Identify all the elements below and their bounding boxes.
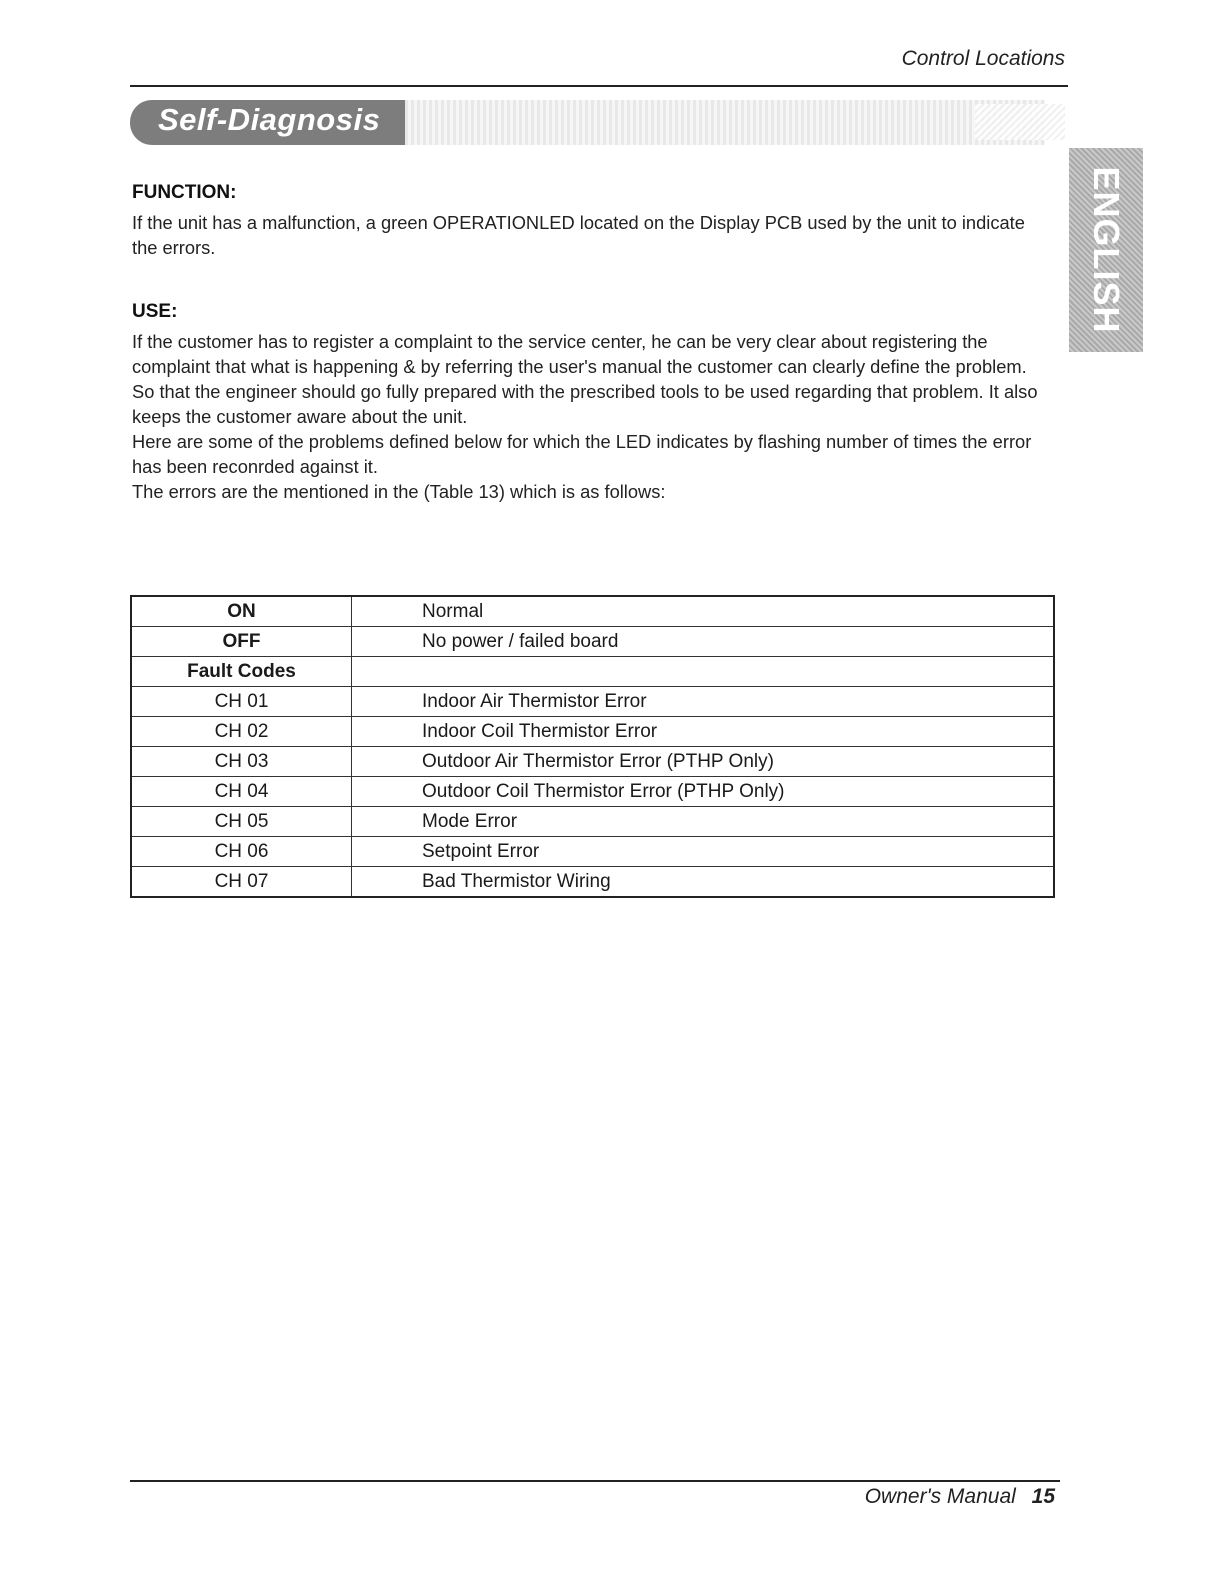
table-row	[131, 596, 1054, 627]
fault-code-table	[130, 595, 1055, 898]
description-cell: Normal	[352, 596, 1055, 627]
table-row	[131, 717, 1054, 747]
use-section	[132, 301, 1042, 504]
function-heading: FUNCTION:	[132, 182, 237, 203]
description-cell: Setpoint Error	[352, 837, 1055, 867]
title-banner	[130, 100, 1065, 145]
function-text: If the unit has a malfunction, a green OPERATIONLED located on the Display PCB used by the unit to indicate the errors.	[132, 212, 1025, 258]
code-cell: CH 04	[131, 777, 352, 807]
table-row	[131, 657, 1054, 687]
language-tab-label: ENGLISH	[1086, 166, 1127, 334]
table-row	[131, 777, 1054, 807]
use-paragraph: If the customer has to register a complaint to the service center, he can be very clear about registering the complaint that what is happening & by referring the user's manual the customer can clearly define the problem.	[132, 331, 1027, 377]
table-row	[131, 837, 1054, 867]
code-cell: ON	[131, 596, 352, 627]
code-cell: CH 01	[131, 687, 352, 717]
code-cell: OFF	[131, 627, 352, 657]
page-title: Self-Diagnosis	[158, 102, 381, 137]
code-cell: CH 03	[131, 747, 352, 777]
description-cell: Indoor Air Thermistor Error	[352, 687, 1055, 717]
use-heading: USE:	[132, 301, 178, 322]
function-section	[132, 182, 1042, 260]
code-cell: CH 06	[131, 837, 352, 867]
title-fade-decoration	[975, 104, 1065, 140]
title-pill	[130, 100, 405, 145]
description-cell: No power / failed board	[352, 627, 1055, 657]
language-tab	[1069, 148, 1143, 352]
code-cell: Fault Codes	[131, 657, 352, 687]
title-stripe-decoration	[405, 100, 1045, 145]
footer-label: Owner's Manual	[864, 1485, 1016, 1508]
use-paragraph: Here are some of the problems defined below for which the LED indicates by flashing number of times the error has been reconrded against it.	[132, 431, 1032, 477]
description-cell: Outdoor Coil Thermistor Error (PTHP Only)	[352, 777, 1055, 807]
table-row	[131, 687, 1054, 717]
page-number: 15	[1031, 1485, 1055, 1508]
table-row	[131, 807, 1054, 837]
code-cell: CH 07	[131, 867, 352, 898]
description-cell	[352, 657, 1055, 687]
description-cell: Outdoor Air Thermistor Error (PTHP Only)	[352, 747, 1055, 777]
table-row	[131, 747, 1054, 777]
header-section-title: Control Locations	[901, 47, 1065, 70]
use-paragraph: So that the engineer should go fully prepared with the prescribed tools to be used regarding that problem. It also keeps the customer aware about the unit.	[132, 381, 1038, 427]
use-paragraph: The errors are the mentioned in the (Table 13) which is as follows:	[132, 481, 666, 502]
description-cell: Mode Error	[352, 807, 1055, 837]
code-cell: CH 05	[131, 807, 352, 837]
top-divider	[130, 85, 1068, 87]
description-cell: Indoor Coil Thermistor Error	[352, 717, 1055, 747]
table-row	[131, 627, 1054, 657]
bottom-divider	[130, 1480, 1060, 1482]
table-row	[131, 867, 1054, 898]
code-cell: CH 02	[131, 717, 352, 747]
description-cell: Bad Thermistor Wiring	[352, 867, 1055, 898]
footer	[865, 1485, 1055, 1509]
